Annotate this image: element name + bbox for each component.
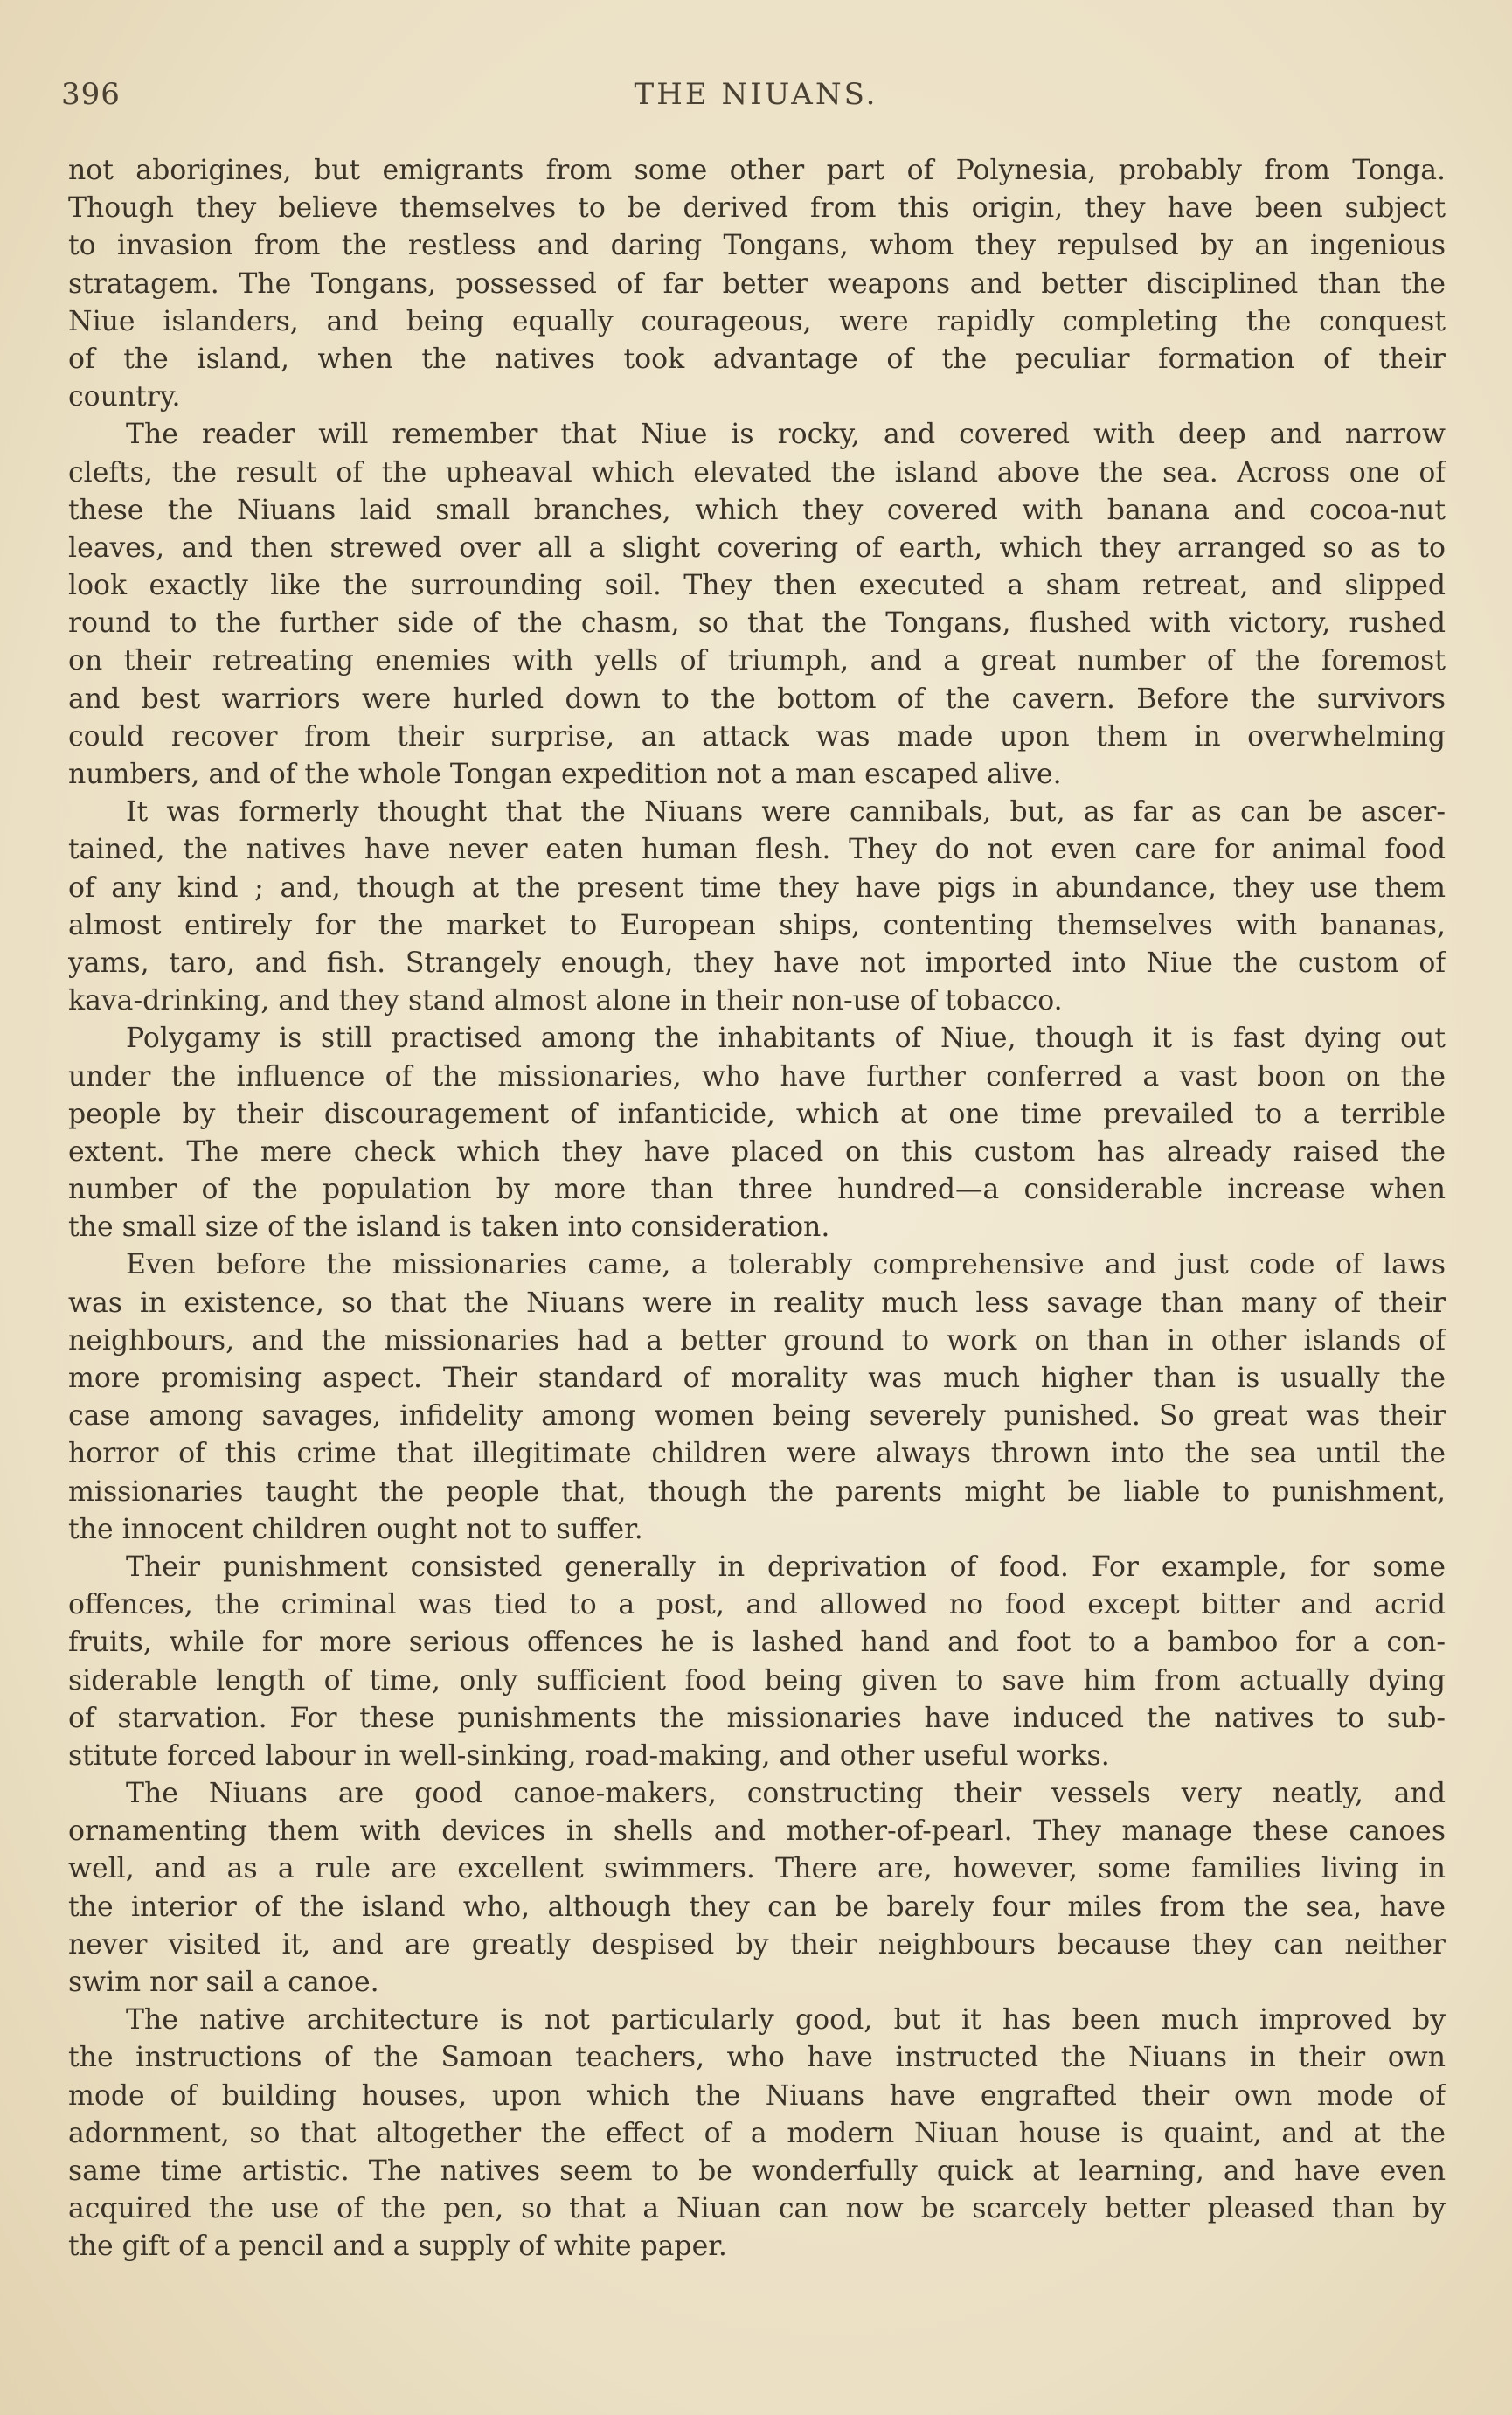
text-line: same time artistic. The natives seem to be wonderfully quick at learning, and have even (68, 2155, 1446, 2187)
text-line: Their punishment consisted generally in deprivation of food. For example, for some (126, 1551, 1446, 1583)
text-line: kava-drinking, and they stand almost alone in their non-use of tobacco. (68, 985, 1063, 1017)
text-line: tained, the natives have never eaten human flesh. They do not even care for animal food (68, 834, 1446, 866)
text-line: could recover from their surprise, an attack was made upon them in overwhelming (68, 720, 1446, 753)
text-line: people by their discouragement of infanticide, which at one time prevailed to a terrible (68, 1098, 1446, 1130)
text-line: horror of this crime that illegitimate children were always thrown into the sea until the (68, 1438, 1446, 1470)
paragraph (68, 416, 1446, 794)
text-line: The native architecture is not particularly good, but it has been much improved by (126, 2004, 1446, 2037)
text-line: look exactly like the surrounding soil. They then executed a sham retreat, and slipped (68, 570, 1446, 602)
text-line: It was formerly thought that the Niuans were cannibals, but, as far as can be ascer- (126, 796, 1446, 829)
text-line: the innocent children ought not to suffer. (68, 1513, 643, 1545)
text-line: ornamenting them with devices in shells and mother-of-pearl. They manage these canoes (68, 1815, 1446, 1848)
text-line: more promising aspect. Their standard of morality was much higher than is usually the (68, 1363, 1446, 1394)
text-line: clefts, the result of the upheaval which elevated the island above the sea. Across one of (68, 456, 1446, 489)
text-line: Polygamy is still practised among the inhabitants of Niue, though it is fast dying out (126, 1023, 1446, 1055)
text-line: leaves, and then strewed over all a slight covering of earth, which they arranged so as to (68, 531, 1446, 564)
text-line: extent. The mere check which they have placed on this custom has already raised the (68, 1135, 1446, 1168)
text-line: the small size of the island is taken into consideration. (68, 1211, 830, 1244)
text-line: never visited it, and are greatly despised by their neighbours because they can neither (68, 1928, 1446, 1960)
text-line: fruits, while for more serious offences he is lashed hand and foot to a bamboo for a con- (68, 1627, 1446, 1659)
text-line: mode of building houses, upon which the Niuans have engrafted their own mode of (68, 2079, 1446, 2112)
text-line: siderable length of time, only sufficient food being given to save him from actually dying (68, 1664, 1446, 1697)
text-line: round to the further side of the chasm, so that the Tongans, flushed with victory, rushed (68, 607, 1446, 640)
text-line: of the island, when the natives took advantage of the peculiar formation of their (68, 343, 1446, 375)
text-line: case among savages, infidelity among women being severely punished. So great was their (68, 1400, 1446, 1433)
paragraph (68, 794, 1446, 1020)
text-line: under the influence of the missionaries, who have further conferred a vast boon on the (68, 1060, 1446, 1093)
paragraph (68, 1549, 1446, 1775)
text-line: Though they believe themselves to be derived from this origin, they have been subject (68, 192, 1446, 225)
paragraph (68, 2002, 1446, 2266)
text-line: missionaries taught the people that, though the parents might be liable to punishment, (68, 1475, 1446, 1508)
text-line: stratagem. The Tongans, possessed of far better weapons and better disciplined than the (68, 267, 1446, 300)
text-line: the instructions of the Samoan teachers, who have instructed the Niuans in their own (68, 2042, 1446, 2074)
text-line: well, and as a rule are excellent swimmers. There are, however, some families living in (68, 1853, 1446, 1885)
running-title: THE NIUANS. (634, 77, 878, 112)
page-number: 396 (61, 77, 121, 112)
text-line: numbers, and of the whole Tongan expedition not a man escaped alive. (68, 759, 1062, 790)
text-line: yams, taro, and fish. Strangely enough, they have not imported into Niue the custom of (68, 947, 1446, 979)
text-line: the gift of a pencil and a supply of white paper. (68, 2231, 727, 2263)
text-line: offences, the criminal was tied to a post, and allowed no food except bitter and acrid (68, 1589, 1446, 1621)
text-line: almost entirely for the market to European ships, contenting themselves with bananas, (68, 909, 1446, 941)
body-text (68, 152, 1446, 2266)
text-line: was in existence, so that the Niuans were in reality much less savage than many of their (68, 1287, 1446, 1319)
text-line: adornment, so that altogether the effect of a modern Niuan house is quaint, and at the (68, 2117, 1446, 2149)
text-line: not aborigines, but emigrants from some other part of Polynesia, probably from Tonga. (68, 155, 1446, 186)
text-line: The reader will remember that Niue is rocky, and covered with deep and narrow (126, 419, 1446, 451)
text-line: these the Niuans laid small branches, which they covered with banana and cocoa-nut (68, 494, 1446, 526)
text-line: country. (68, 381, 181, 413)
text-line: acquired the use of the pen, so that a Niuan can now be scarcely better pleased than by (68, 2193, 1446, 2225)
text-line: to invasion from the restless and daring Tongans, whom they repulsed by an ingenious (68, 230, 1446, 262)
paragraph (68, 1775, 1446, 2002)
text-line: The Niuans are good canoe-makers, constructing their vessels very neatly, and (126, 1778, 1446, 1810)
text-line: number of the population by more than three hundred—a considerable increase when (68, 1174, 1446, 1206)
text-line: of any kind ; and, though at the present time they have pigs in abundance, they use them (68, 871, 1446, 904)
text-line: stitute forced labour in well-sinking, road-making, and other useful works. (68, 1739, 1110, 1772)
paragraph (68, 152, 1446, 416)
paragraph (68, 1246, 1446, 1549)
page-header (61, 77, 1451, 115)
text-line: of starvation. For these punishments the missionaries have induced the natives to sub- (68, 1702, 1446, 1734)
text-line: Niue islanders, and being equally courageous, were rapidly completing the conquest (68, 305, 1446, 337)
text-line: Even before the missionaries came, a tolerably comprehensive and just code of laws (126, 1249, 1446, 1281)
text-line: swim nor sail a canoe. (68, 1967, 379, 1998)
text-line: the interior of the island who, although they can be barely four miles from the sea, have (68, 1891, 1446, 1923)
text-line: and best warriors were hurled down to the bottom of the cavern. Before the survivors (68, 683, 1446, 715)
paragraph (68, 1020, 1446, 1246)
text-line: on their retreating enemies with yells of triumph, and a great number of the foremost (68, 645, 1446, 677)
text-line: neighbours, and the missionaries had a better ground to work on than in other islands of (68, 1324, 1446, 1357)
